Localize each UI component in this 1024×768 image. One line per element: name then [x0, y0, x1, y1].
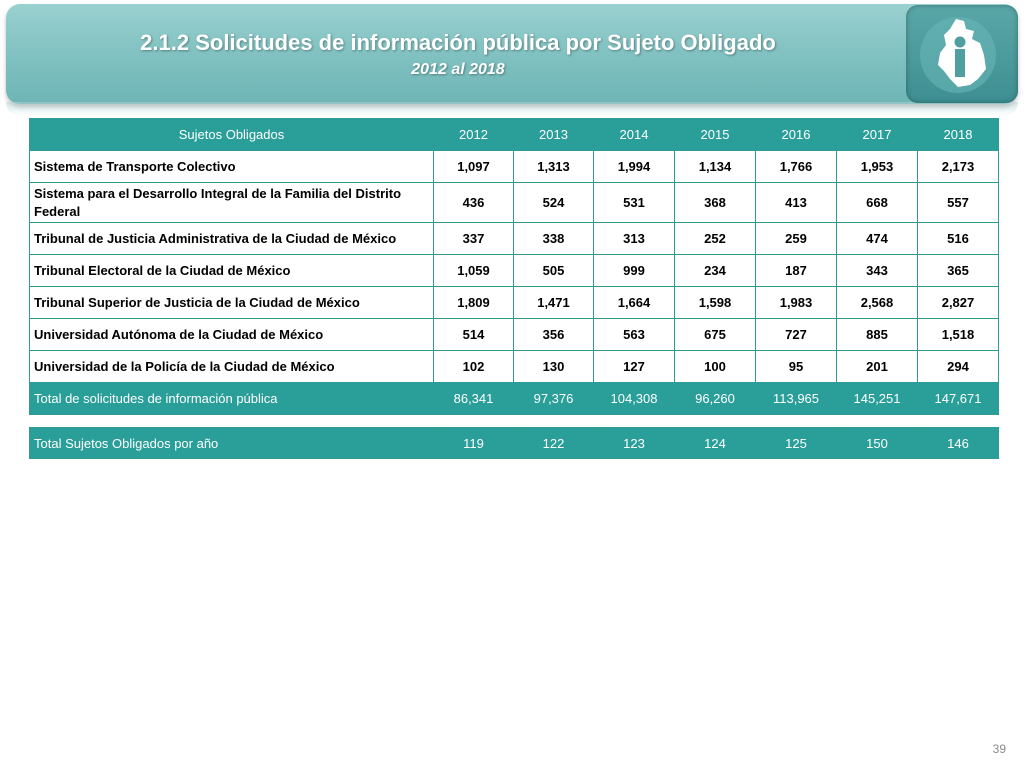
cell-value: 127	[594, 351, 675, 383]
cell-value: 668	[837, 183, 918, 223]
cell-value: 1,983	[756, 287, 837, 319]
requests-table	[29, 118, 999, 459]
table-row	[30, 319, 999, 351]
cell-value: 2,827	[918, 287, 999, 319]
row-name: Universidad de la Policía de la Ciudad de México	[30, 351, 434, 383]
cell-value: 234	[675, 255, 756, 287]
cell-value: 1,518	[918, 319, 999, 351]
per-year-value: 122	[514, 428, 594, 459]
table-header-row	[30, 119, 999, 151]
cell-value: 313	[594, 223, 675, 255]
cell-value: 1,134	[675, 151, 756, 183]
row-name: Tribunal Electoral de la Ciudad de México	[30, 255, 434, 287]
cell-value: 95	[756, 351, 837, 383]
cell-value: 252	[675, 223, 756, 255]
per-year-value: 125	[756, 428, 837, 459]
cell-value: 413	[756, 183, 837, 223]
column-header-sujetos: Sujetos Obligados	[30, 119, 434, 151]
total-value: 147,671	[918, 383, 999, 415]
table-spacer	[30, 415, 999, 428]
cell-value: 474	[837, 223, 918, 255]
cell-value: 100	[675, 351, 756, 383]
page-title: 2.1.2 Solicitudes de información pública por Sujeto Obligado	[140, 30, 776, 55]
cell-value: 885	[837, 319, 918, 351]
table-row	[30, 183, 999, 223]
cell-value: 1,953	[837, 151, 918, 183]
column-header-2014: 2014	[594, 119, 675, 151]
cell-value: 514	[434, 319, 514, 351]
total-value: 104,308	[594, 383, 675, 415]
cell-value: 356	[514, 319, 594, 351]
cell-value: 1,766	[756, 151, 837, 183]
per-year-value: 123	[594, 428, 675, 459]
cell-value: 1,994	[594, 151, 675, 183]
cdmx-map-info-logo-icon	[906, 5, 1018, 103]
column-header-2017: 2017	[837, 119, 918, 151]
cell-value: 1,471	[514, 287, 594, 319]
cell-value: 259	[756, 223, 837, 255]
cell-value: 2,568	[837, 287, 918, 319]
cell-value: 436	[434, 183, 514, 223]
cell-value: 727	[756, 319, 837, 351]
total-value: 113,965	[756, 383, 837, 415]
column-header-2018: 2018	[918, 119, 999, 151]
cell-value: 1,313	[514, 151, 594, 183]
column-header-2015: 2015	[675, 119, 756, 151]
cell-value: 365	[918, 255, 999, 287]
cell-value: 343	[837, 255, 918, 287]
total-value: 96,260	[675, 383, 756, 415]
cell-value: 999	[594, 255, 675, 287]
cell-value: 524	[514, 183, 594, 223]
per-year-value: 124	[675, 428, 756, 459]
row-name: Universidad Autónoma de la Ciudad de México	[30, 319, 434, 351]
cell-value: 368	[675, 183, 756, 223]
per-year-value: 146	[918, 428, 999, 459]
cell-value: 294	[918, 351, 999, 383]
cell-value: 187	[756, 255, 837, 287]
row-name: Tribunal Superior de Justicia de la Ciudad de México	[30, 287, 434, 319]
row-name: Sistema de Transporte Colectivo	[30, 151, 434, 183]
total-value: 145,251	[837, 383, 918, 415]
cell-value: 1,097	[434, 151, 514, 183]
cell-value: 1,059	[434, 255, 514, 287]
column-header-2016: 2016	[756, 119, 837, 151]
cell-value: 505	[514, 255, 594, 287]
cell-value: 1,809	[434, 287, 514, 319]
column-header-2013: 2013	[514, 119, 594, 151]
table-row	[30, 287, 999, 319]
spacer-cell	[30, 415, 999, 428]
cell-value: 563	[594, 319, 675, 351]
table-row	[30, 223, 999, 255]
cell-value: 2,173	[918, 151, 999, 183]
cell-value: 1,664	[594, 287, 675, 319]
per-year-row	[30, 428, 999, 459]
page-subtitle: 2012 al 2018	[411, 61, 505, 78]
total-label: Total de solicitudes de información pública	[30, 383, 434, 415]
cell-value: 130	[514, 351, 594, 383]
cell-value: 201	[837, 351, 918, 383]
cell-value: 675	[675, 319, 756, 351]
table-row	[30, 255, 999, 287]
total-row	[30, 383, 999, 415]
cell-value: 516	[918, 223, 999, 255]
row-name: Tribunal de Justicia Administrativa de la Ciudad de México	[30, 223, 434, 255]
header-banner-reflection	[6, 102, 1018, 116]
cell-value: 557	[918, 183, 999, 223]
table-row	[30, 351, 999, 383]
total-value: 86,341	[434, 383, 514, 415]
page-number: 39	[992, 742, 1006, 756]
per-year-label: Total Sujetos Obligados por año	[30, 428, 434, 459]
total-value: 97,376	[514, 383, 594, 415]
logo	[906, 5, 1018, 103]
per-year-value: 119	[434, 428, 514, 459]
cell-value: 531	[594, 183, 675, 223]
cell-value: 102	[434, 351, 514, 383]
table-row	[30, 151, 999, 183]
per-year-value: 150	[837, 428, 918, 459]
cell-value: 337	[434, 223, 514, 255]
cell-value: 338	[514, 223, 594, 255]
column-header-2012: 2012	[434, 119, 514, 151]
cell-value: 1,598	[675, 287, 756, 319]
row-name: Sistema para el Desarrollo Integral de la Familia del Distrito Federal	[30, 183, 434, 223]
